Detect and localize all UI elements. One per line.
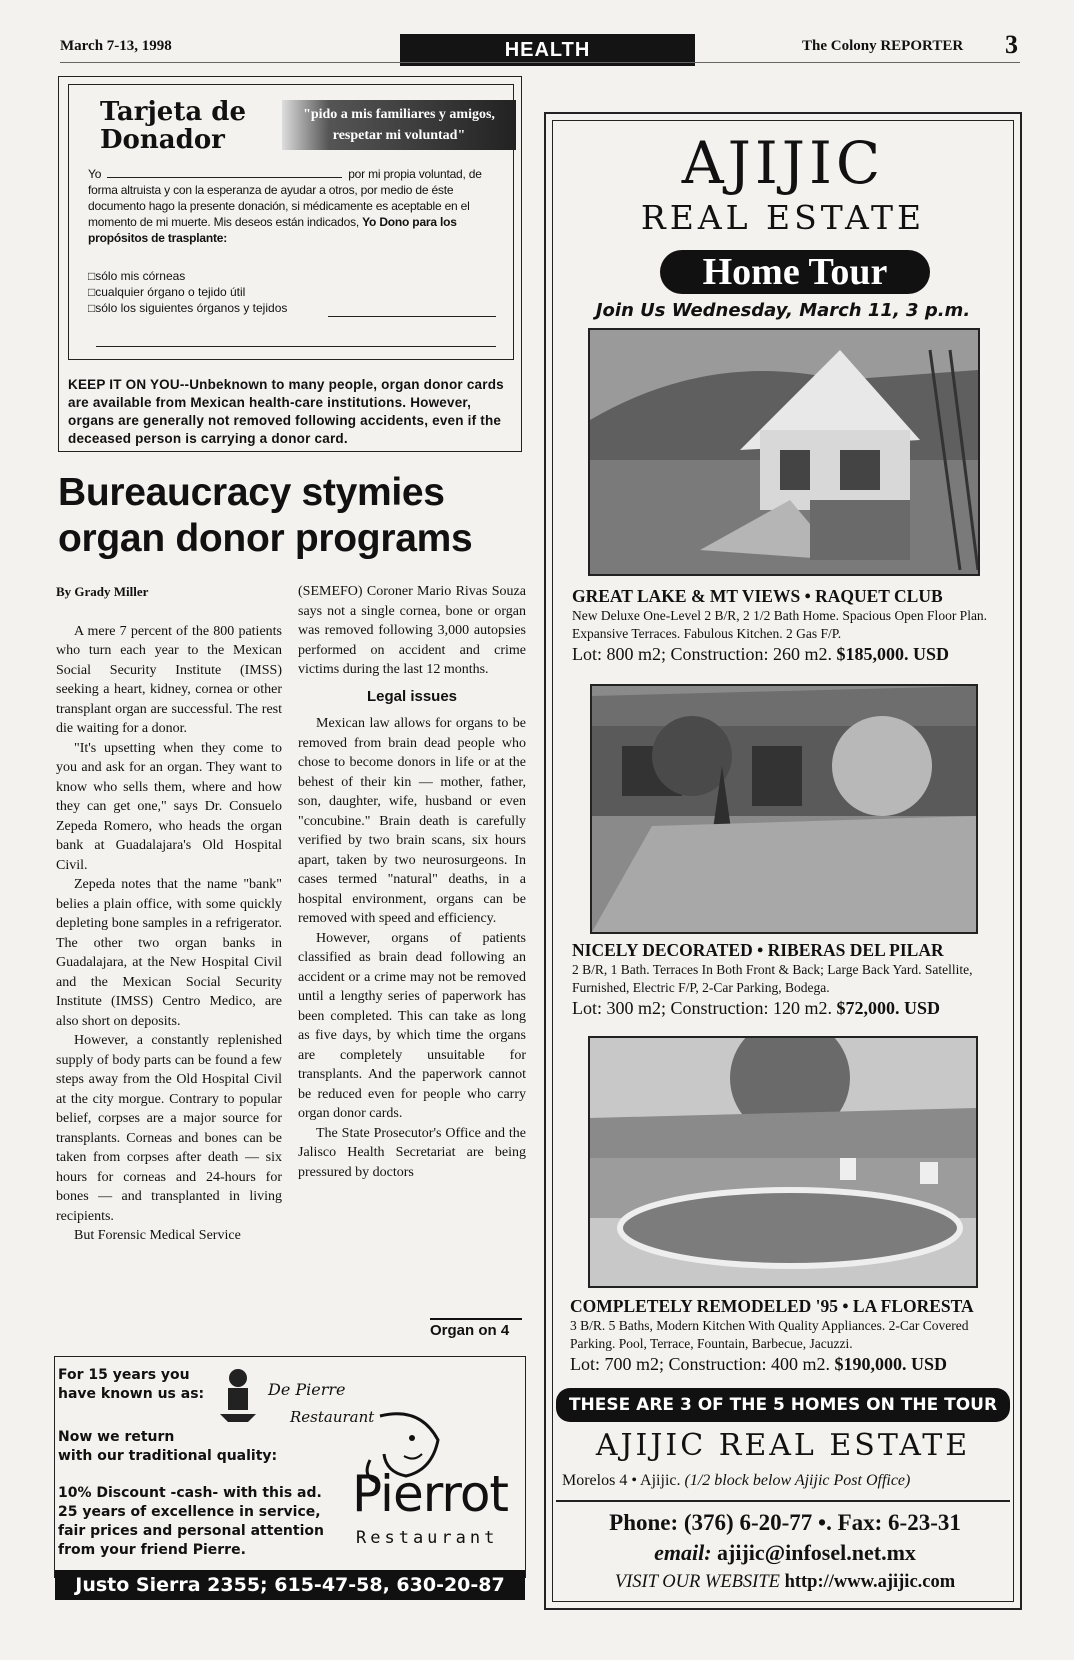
checkbox-icon: □ (88, 269, 96, 283)
byline: By Grady Miller (56, 584, 149, 599)
option-any-organ: □cualquier órgano o tejido útil (88, 285, 246, 299)
address-rule (556, 1500, 1010, 1502)
paragraph: Zepeda notes that the name "bank" belies a plain office, with some quickly depleting bone samples in a refrigerator. The other two organ banks in Guadalajara, at the New Hospital Civil and the Mexican Social Security Institute (IMSS) Centro Medico, are also short on deposits. (56, 877, 282, 1029)
paragraph: "It's upsetting when they come to you and ask for an organ. They want to know who sells them, where and how they can get one," says Dr. Consuelo Zepeda Romero, who heads the organ bank at Guadalajara's Old Hospital Civil. (56, 740, 282, 873)
donor-card-slogan: "pido a mis familiares y amigos, respetar mi voluntad" (282, 100, 516, 150)
ad-line: have known us as: (58, 1386, 205, 1402)
donor-card-yo: Yo (88, 167, 102, 181)
pierrot-intro (58, 1366, 204, 1404)
pierrot-address: Justo Sierra 2355; 615-47-58, 630-20-87 (55, 1570, 525, 1600)
listing-title: NICELY DECORATED • RIBERAS DEL PILAR (572, 940, 944, 960)
listing-price: Lot: 800 m2; Construction: 260 m2. $185,000. USD (572, 644, 950, 664)
house-photo-1 (588, 328, 980, 576)
agency-email: email: ajijic@infosel.net.mx (654, 1540, 916, 1565)
donor-card-title-line1: Tarjeta de (100, 97, 246, 127)
checkbox-icon: □ (88, 285, 96, 299)
donor-card-title (100, 98, 280, 154)
listing-2 (572, 940, 1012, 1019)
signature-line (96, 346, 496, 347)
donor-card-title-line2: Donador (100, 125, 225, 155)
option-blank-line (328, 316, 496, 317)
jump-rule (430, 1318, 522, 1320)
listing-description: 2 B/R, 1 Bath. Terraces In Both Front & Back; Large Back Yard. Satellite, Furnished, Electric F/P, 2-Car Parking, Bodega. (572, 962, 973, 995)
tour-date: Join Us Wednesday, March 11, 3 p.m. (595, 300, 971, 321)
ad-line: fair prices and personal attention (58, 1523, 324, 1539)
pierrot-logo: Pierrot (352, 1465, 509, 1523)
option-corneas: □sólo mis córneas (88, 269, 186, 283)
paragraph: Mexican law allows for organs to be removed from brain dead people who chose to become donors in life or at the behest of their kin — mother, father, son, daughter, wife, husband or even "concubine." Brain death is carefully verified by two brain scans, six hours apart, taken by two neurosurgeons. In cases termed "natural" deaths, in a hospital environment, organs can be removed with speed and efficiency. (298, 716, 526, 926)
agency-phone: Phone: (376) 6-20-77 •. Fax: 6-23-31 (609, 1510, 961, 1535)
donor-card-options (88, 268, 287, 316)
paragraph: A mere 7 percent of the 800 patients who turn each year to the Mexican Social Security Institute (IMSS) seeking a heart, kidney, cornea or other transplant organ are successful. The rest die waiting for a donor. (56, 623, 282, 736)
house-photo-3 (588, 1036, 978, 1288)
photo-caption: KEEP IT ON YOU--Unbeknown to many people, organ donor cards are available from Mexican health-care institutions. However, organs are generally not removed following accidents, even if the deceased person is carrying a donor card. (68, 377, 504, 446)
home-tour-badge: Home Tour (660, 250, 930, 294)
tour-banner: THESE ARE 3 OF THE 5 HOMES ON THE TOUR (556, 1388, 1010, 1422)
article-column-2 (298, 582, 526, 1182)
option-specific: □sólo los siguientes órganos y tejidos (88, 301, 288, 315)
donor-card-body: por mi propia voluntad, de forma altruista y con la esperanza de ayudar a otros, por medio de éste documento hago la presente donación, si médicamente es aceptable en el momento de mi muerte. Mis deseos están indicados, (88, 167, 482, 229)
agency-name: AJIJIC (681, 129, 885, 197)
listing-description: New Deluxe One-Level 2 B/R, 2 1/2 Bath Home. Spacious Open Floor Plan. Expansive Terraces. Fabulous Kitchen. 2 Gas F/P. (572, 608, 988, 641)
header-rule (60, 62, 1020, 63)
agency-website: VISIT OUR WEBSITE http://www.ajijic.com (614, 1572, 956, 1592)
jump-line: Organ on 4 (430, 1322, 510, 1339)
house-photo-2 (590, 684, 978, 934)
old-restaurant-name-2: Restaurant (290, 1408, 375, 1426)
pierrot-logo-sub: Restaurant (356, 1528, 499, 1548)
agency-name-footer: AJIJIC REAL ESTATE (595, 1428, 971, 1463)
checkbox-icon: □ (88, 301, 96, 315)
donor-card-text (88, 166, 498, 246)
paragraph: However, a constantly replenished supply of body parts can be found a few steps away from the Old Hospital Civil at the city morgue. Contrary to popular belief, corpses are a major source for transplants. Corneas and bones can be taken from corpses after death — six hours for corneas and 24-hours for bones — and transplanted in living recipients. (56, 1033, 282, 1224)
subhead: Legal issues (366, 687, 458, 705)
article-column-1 (56, 582, 282, 1246)
page-number: 3 (1005, 30, 1018, 59)
agency-subtitle: REAL ESTATE (640, 198, 926, 237)
agency-address: Morelos 4 • Ajijic. (1/2 block below Ajijic Post Office) (562, 1472, 911, 1489)
newspaper-name: The Colony REPORTER (802, 38, 964, 54)
listing-price: Lot: 700 m2; Construction: 400 m2. $190,000. USD (570, 1354, 948, 1374)
paragraph: The State Prosecutor's Office and the Jalisco Health Secretariat are being pressured by doctors (298, 1125, 526, 1180)
ad-line: Now we return (58, 1429, 175, 1445)
issue-date: March 7-13, 1998 (60, 38, 172, 54)
listing-price: Lot: 300 m2; Construction: 120 m2. $72,000. USD (572, 998, 941, 1018)
listing-title: COMPLETELY REMODELED '95 • LA FLORESTA (570, 1296, 974, 1316)
listing-3 (570, 1296, 1010, 1375)
ad-line: from your friend Pierre. (58, 1542, 246, 1558)
pierrot-offer (58, 1484, 324, 1560)
paragraph: (SEMEFO) Coroner Mario Rivas Souza says not a single cornea, bone or organ was removed following 3,000 autopsies performed on accident and crime victims during the last 12 months. (298, 584, 526, 677)
pierrot-return (58, 1428, 277, 1466)
name-blank-line (107, 167, 342, 178)
ad-line: with our traditional quality: (58, 1448, 278, 1464)
listing-1 (572, 586, 1012, 665)
listing-title: GREAT LAKE & MT VIEWS • RAQUET CLUB (572, 586, 943, 606)
ad-line: For 15 years you (58, 1367, 190, 1383)
section-label: HEALTH (400, 34, 695, 66)
paragraph: However, organs of patients classified as brain dead following an accident or a crime may not be removed until a lengthy series of paperwork has been completed. This can take as long as five days, by which time the organs are completely unsuitable for transplants. And the paperwork cannot be reduced even for people who carry organ donor cards. (298, 930, 526, 1121)
listing-description: 3 B/R. 5 Baths, Modern Kitchen With Quality Appliances. 2-Car Covered Parking. Pool, Terrace, Fountain, Barbecue, Jacuzzi. (570, 1318, 969, 1351)
ad-line: 10% Discount -cash- with this ad. (58, 1485, 322, 1501)
old-restaurant-name: De Pierre (268, 1380, 346, 1399)
paragraph: But Forensic Medical Service (74, 1228, 241, 1243)
donor-card-bold: Yo Dono para los propósitos de trasplante: (88, 215, 457, 245)
chef-icon (214, 1364, 264, 1424)
ad-line: 25 years of excellence in service, (58, 1504, 321, 1520)
article-headline: Bureaucracy stymies organ donor programs (58, 471, 473, 560)
